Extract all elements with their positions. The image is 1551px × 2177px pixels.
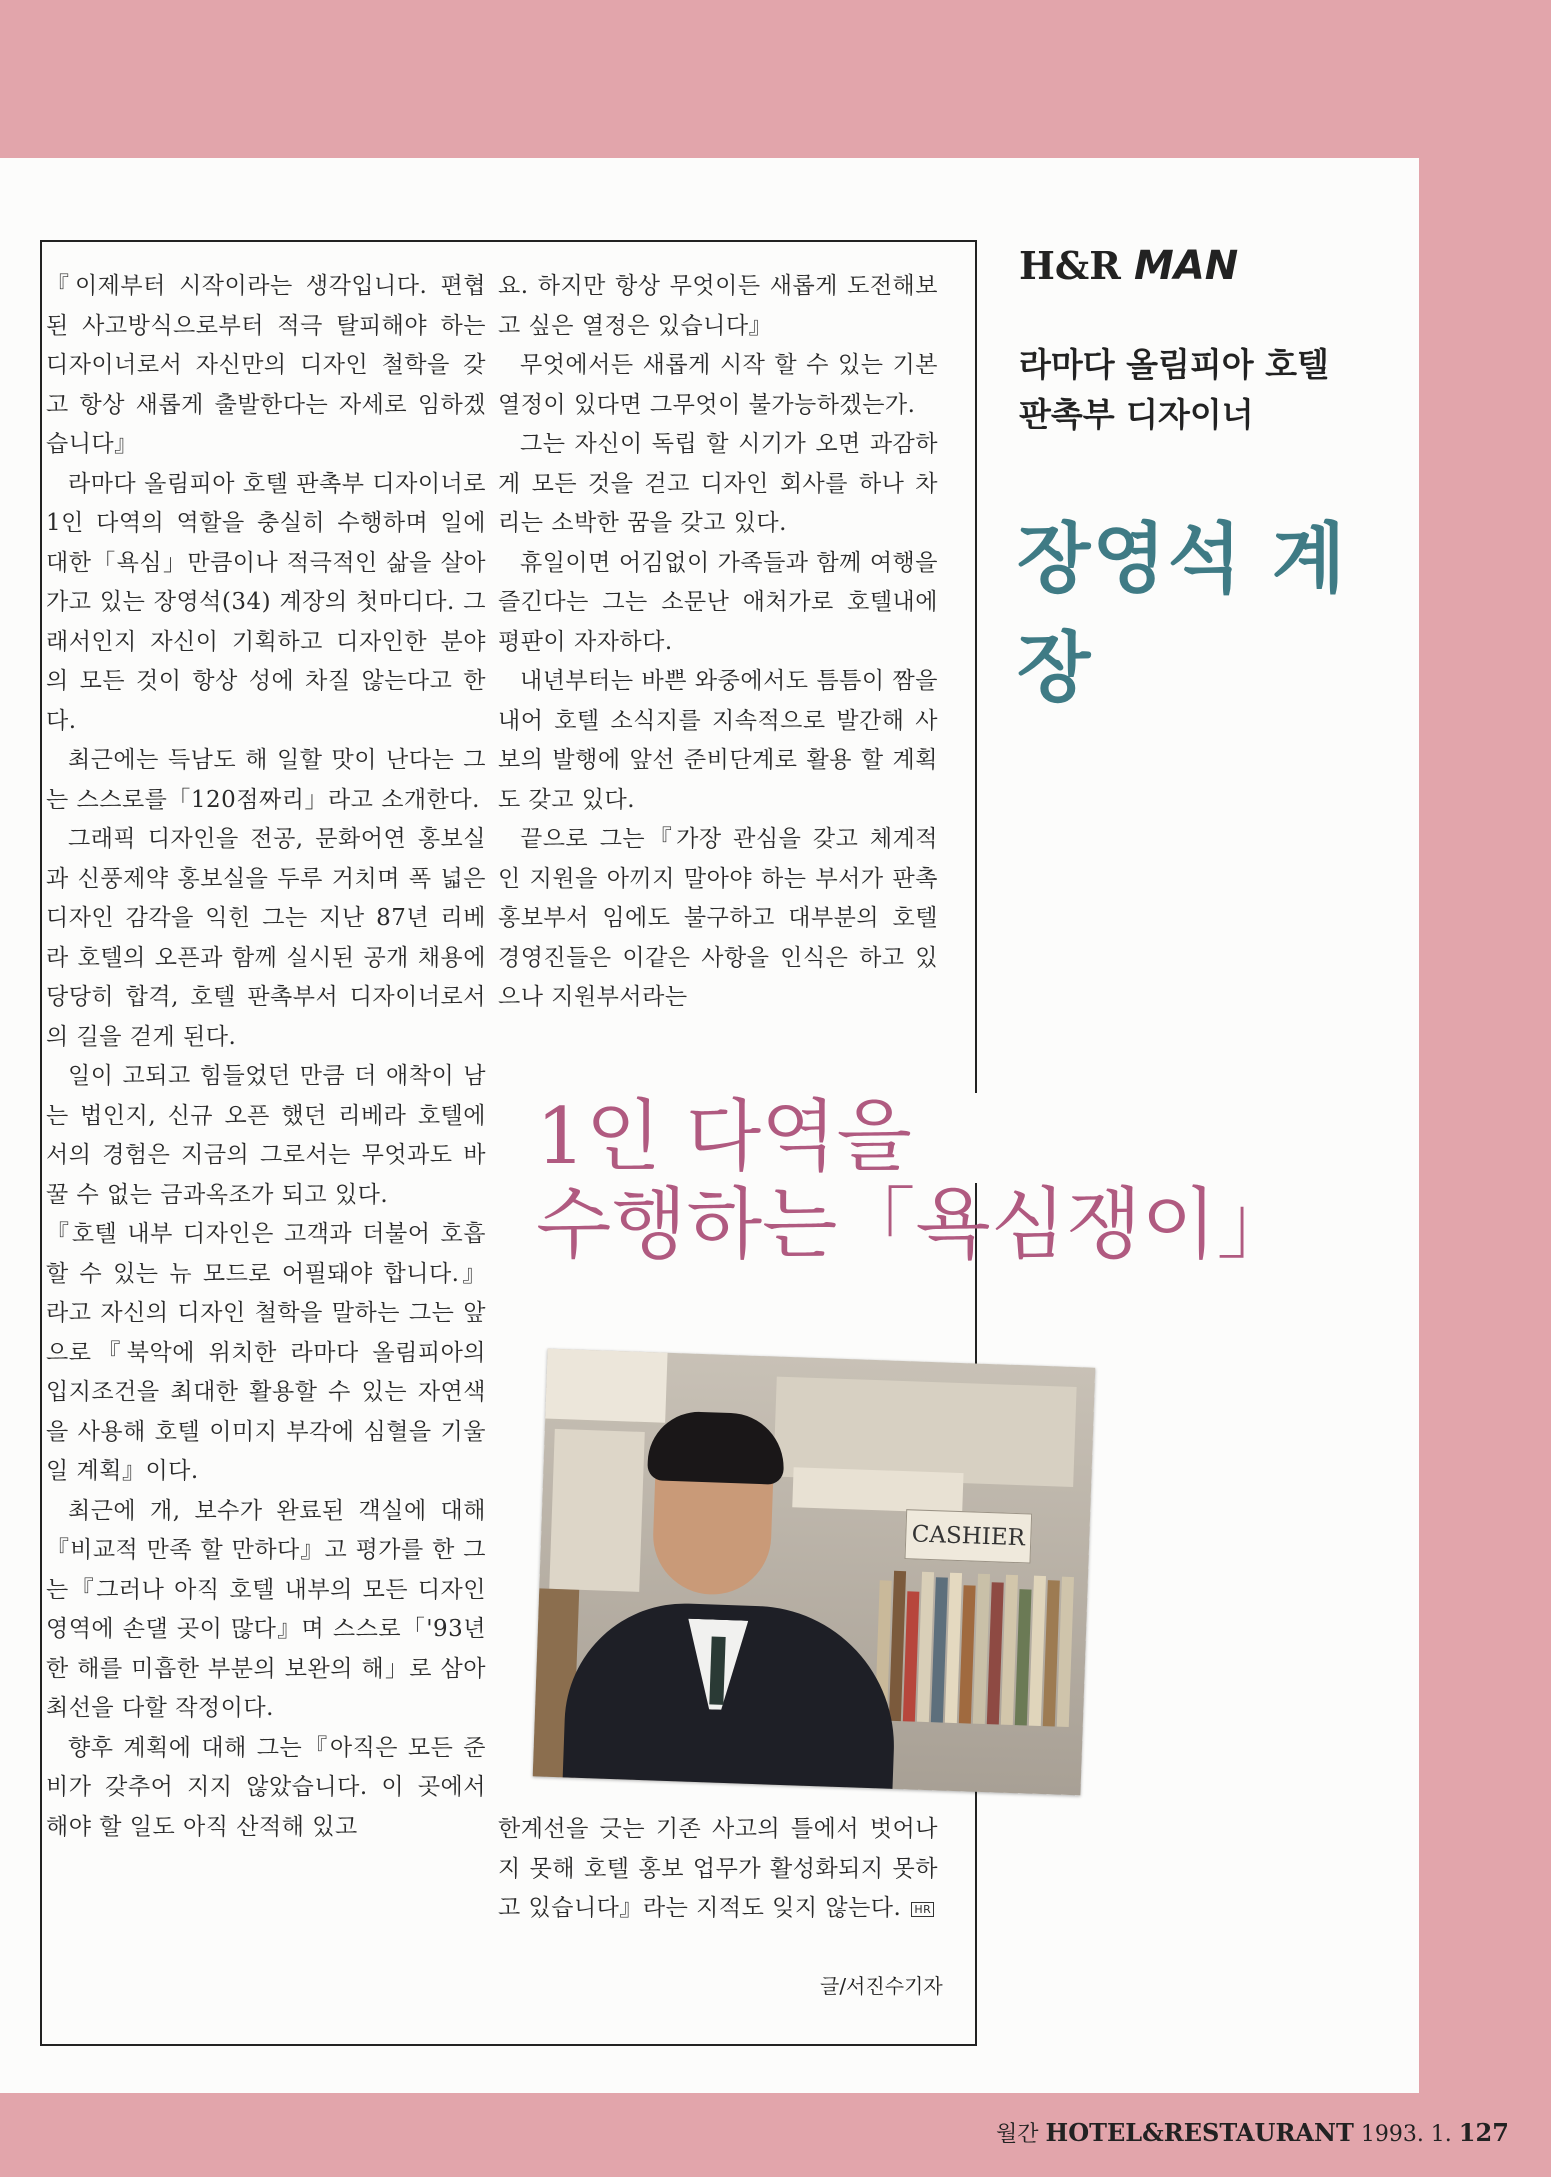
subtitle-line-1: 라마다 올림피아 호텔 [1019,345,1329,384]
paragraph: 그래픽 디자인을 전공, 문화어연 홍보실과 신풍제약 홍보실을 두루 거치며 폭 넓은 디자인 감각을 익힌 그는 지난 87년 리베라 호텔의 오픈과 함께 실시된 공개 채용에 당당히 합격, 호텔 판촉부서 디자이너로서의 길을 걷게 된다. [46,826,486,1050]
paragraph: 요. 하지만 항상 무엇이든 새롭게 도전해보고 싶은 열정은 있습니다』 [498,273,938,339]
paragraph [498,1810,938,1929]
magazine-name: HOTEL&RESTAURANT [1045,2118,1354,2147]
page-number: 127 [1458,2118,1509,2147]
issue-date: 1993. 1. [1360,2122,1452,2147]
magazine-page [0,158,1419,2093]
paragraph: 최근에 개, 보수가 완료된 객실에 대해『비교적 만족 할 만하다』고 평가를 한 그는『그러나 아직 호텔 내부의 모든 디자인 영역에 손댈 곳이 많다』며 스스로「'93년 한 해를 미흡한 부분의 보완의 해」로 삼아 최선을 다할 작정이다. [46,1497,486,1721]
paragraph: 라마다 올림피아 호텔 판촉부 디자이너로 1인 다역의 역할을 충실히 수행하며 일에 대한「욕심」만큼이나 적극적인 삶을 살아가고 있는 장영석(34) 계장의 첫마디다. 그래서인지 자신이 기획하고 디자인한 분야의 모든 것이 항상 성에 차질 않는다고 한다. [46,470,486,734]
article-column-3 [498,1810,938,1929]
section-prefix: H&R [1019,243,1121,288]
paragraph: 내년부터는 바쁜 와중에서도 틈틈이 짬을 내어 호텔 소식지를 지속적으로 발간해 사보의 발행에 앞선 준비단계로 활용 할 계획도 갖고 있다. [498,668,938,813]
headline-line-2: 수행하는「욕심쟁이」 [536,1180,1295,1270]
paragraph: 일이 고되고 힘들었던 만큼 더 애착이 남는 법인지, 신규 오픈 했던 리베라 호텔에서의 경험은 지금의 그로서는 무엇과도 바꿀 수 없는 금과옥조가 되고 있다. [46,1063,486,1208]
article-column-1 [46,267,486,1847]
bookshelf [875,1560,1080,1727]
cashier-sign: CASHIER [905,1509,1033,1563]
paragraph: 『이제부터 시작이라는 생각입니다. 편협된 사고방식으로부터 적극 탈피해야 하는 디자이너로서 자신만의 디자인 철학을 갖고 항상 새롭게 출발한다는 자세로 임하겠습니다』 [46,273,486,457]
paragraph: 끝으로 그는『가장 관심을 갖고 체계적인 지원을 아끼지 말아야 하는 부서가 판촉 홍보부서 임에도 불구하고 대부분의 호텔 경영진들은 이같은 사항을 인식은 하고 있으나 지원부서라는 [498,826,938,1010]
subtitle [1019,340,1399,440]
paragraph: 그는 자신이 독립 할 시기가 오면 과감하게 모든 것을 걷고 디자인 회사를 하나 차리는 소박한 꿈을 갖고 있다. [498,431,938,536]
article-column-2 [498,267,938,1018]
paragraph: 향후 계획에 대해 그는『아직은 모든 준비가 갖추어 지지 않았습니다. 이 곳에서 해야 할 일도 아직 산적해 있고 [46,1734,486,1840]
paragraph: 무엇에서든 새롭게 시작 할 수 있는 기본 열정이 있다면 그무엇이 불가능하겠는가. [498,352,938,418]
section-suffix: MAN [1134,243,1239,289]
person-tie [709,1636,725,1704]
magazine-prefix: 월간 [996,2122,1039,2147]
headline-line-1: 1인 다역을 [536,1092,912,1182]
paragraph: 『호텔 내부 디자인은 고객과 더불어 호흡할 수 있는 뉴 모드로 어필돼야 합니다.』라고 자신의 디자인 철학을 말하는 그는 앞으로『북악에 위치한 라마다 올림피아의 입지조건을 최대한 활용할 수 있는 자연색을 사용해 호텔 이미지 부각에 심혈을 기울일 계획』이다. [46,1221,486,1484]
person-name: 장영석 계장 [1017,514,1348,712]
paragraph: 휴일이면 어김없이 가족들과 함께 여행을 즐긴다는 그는 소문난 애처가로 호텔내에 평판이 자자하다. [498,549,938,655]
byline: 글/서진수기자 [820,1974,943,1998]
closing-text: 한계선을 긋는 기존 사고의 틀에서 벗어나지 못해 호텔 홍보 업무가 활성화되지 못하고 있습니다』라는 지적도 잊지 않는다. [498,1816,938,1921]
paragraph: 최근에는 득남도 해 일할 맛이 난다는 그는 스스로를「120점짜리」라고 소개한다. [46,747,486,813]
page-footer [996,2117,1509,2148]
subtitle-line-2: 판촉부 디자이너 [1019,395,1254,434]
headline [536,1093,1396,1269]
portrait-photo [533,1349,1096,1796]
section-tag [1019,243,1238,289]
end-mark: HR [911,1902,934,1917]
